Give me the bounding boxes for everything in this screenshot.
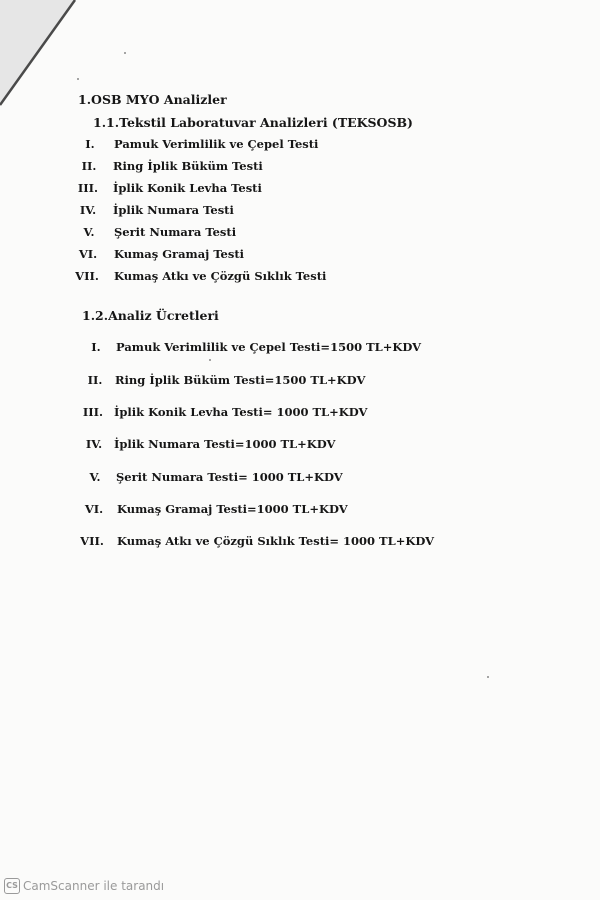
list-item-text: Kumaş Atkı ve Çözgü Sıklık Testi [114, 269, 327, 283]
camscanner-watermark [4, 878, 164, 894]
page-fold-shadow [0, 0, 80, 110]
list-item-text: Kumaş Atkı ve Çözgü Sıklık Testi= 1000 TL+KDV [117, 534, 435, 548]
list-item-text: Pamuk Verimlilik ve Çepel Testi [114, 137, 319, 151]
list-item-number: VI. [84, 502, 104, 516]
list-item-number: V. [83, 225, 95, 239]
list-item-text: İplik Numara Testi=1000 TL+KDV [114, 437, 336, 451]
section-1-1-title: 1.1.Tekstil Laboratuvar Analizleri (TEKSOSB) [93, 115, 413, 130]
list-item-text: Ring İplik Büküm Testi=1500 TL+KDV [115, 373, 366, 387]
scan-speck [77, 78, 79, 80]
list-item-number: III. [77, 181, 99, 195]
list-item-number: I. [91, 340, 101, 354]
list-item-number: IV. [79, 203, 97, 217]
list-item-number: VII. [75, 269, 99, 283]
list-item-number: VII. [80, 534, 104, 548]
list-item-number: VI. [78, 247, 98, 261]
list-item-number: II. [87, 373, 103, 387]
list-item-text: Kumaş Gramaj Testi=1000 TL+KDV [117, 502, 348, 516]
list-item-text: Ring İplik Büküm Testi [113, 159, 263, 173]
list-item-number: V. [89, 470, 101, 484]
list-item-text: Şerit Numara Testi [114, 225, 237, 239]
list-item-text: Pamuk Verimlilik ve Çepel Testi=1500 TL+KDV [116, 340, 422, 354]
scan-speck [124, 52, 126, 54]
camscanner-logo-icon: CS [4, 878, 20, 894]
list-item-text: İplik Konik Levha Testi [113, 181, 262, 195]
list-item-text: İplik Konik Levha Testi= 1000 TL+KDV [114, 405, 368, 419]
list-item-text: Kumaş Gramaj Testi [114, 247, 245, 261]
list-item-number: II. [81, 159, 97, 173]
scan-speck [209, 359, 211, 361]
list-item-number: I. [85, 137, 95, 151]
scan-speck [487, 676, 489, 678]
list-item-text: Şerit Numara Testi= 1000 TL+KDV [116, 470, 343, 484]
section-1-title: 1.OSB MYO Analizler [78, 92, 227, 107]
section-1-2-title: 1.2.Analiz Ücretleri [82, 308, 219, 323]
list-item-number: IV. [85, 437, 103, 451]
list-item-number: III. [82, 405, 104, 419]
camscanner-watermark-text: CamScanner ile tarandı [23, 879, 165, 893]
list-item-text: İplik Numara Testi [113, 203, 234, 217]
